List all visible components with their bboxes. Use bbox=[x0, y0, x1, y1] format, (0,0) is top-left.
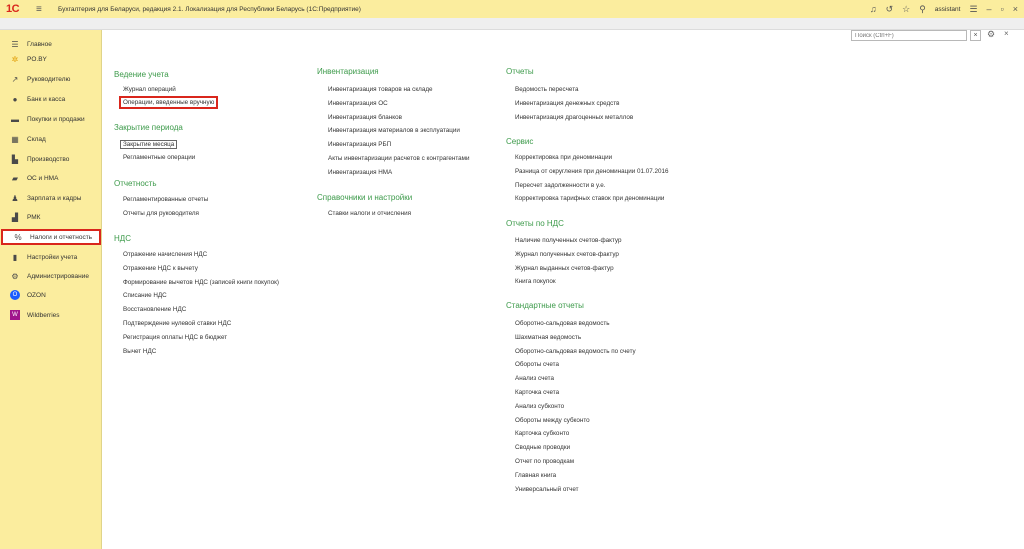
link-reglamentnye-operacii[interactable]: Регламентные операции bbox=[123, 154, 196, 161]
sidebar-item-book[interactable] bbox=[0, 249, 102, 265]
sidebar-item-label: Зарплата и кадры bbox=[27, 194, 82, 202]
close-icon[interactable]: × bbox=[1012, 4, 1018, 14]
link-otchety_nds-2[interactable]: Журнал выданных счетов-фактур bbox=[515, 264, 614, 272]
sidebar-item-label: PO.BY bbox=[27, 55, 47, 63]
sidebar-item-label: Склад bbox=[27, 135, 46, 143]
link-otchety-1[interactable]: Инвентаризация денежных средств bbox=[515, 99, 620, 107]
factory-icon: ▙ bbox=[11, 154, 19, 164]
section-nds-title: НДС bbox=[114, 234, 131, 243]
wildberries-icon: W bbox=[10, 310, 20, 320]
sidebar-item-warehouse[interactable] bbox=[0, 131, 102, 147]
section-inventarizaciya-title: Инвентаризация bbox=[317, 67, 379, 76]
link-inventarizaciya-3[interactable]: Инвентаризация материалов в эксплуатации bbox=[328, 127, 460, 135]
link-otchety-0[interactable]: Ведомость пересчета bbox=[515, 86, 579, 93]
link-nds-5[interactable]: Подтверждение нулевой ставки НДС bbox=[123, 320, 232, 327]
link-standard-5[interactable]: Карточка счета bbox=[515, 389, 560, 396]
link-standard-10[interactable]: Отчет по проводкам bbox=[515, 458, 575, 465]
history-icon[interactable]: ↺ bbox=[885, 4, 894, 14]
link-inventarizaciya-6[interactable]: Инвентаризация НМА bbox=[328, 168, 393, 176]
cart-icon: ▬ bbox=[11, 114, 19, 124]
link-zakrytie-mesyaca[interactable]: Закрытие месяца bbox=[120, 140, 177, 149]
main-menu-icon[interactable]: ≡ bbox=[36, 3, 42, 15]
sidebar-item-ozon[interactable] bbox=[0, 287, 102, 303]
sidebar-item-gear[interactable] bbox=[0, 268, 102, 284]
section-otchetnost-title: Отчетность bbox=[114, 179, 157, 188]
section-servis-title: Сервис bbox=[506, 137, 534, 146]
title-bar-controls bbox=[870, 0, 1018, 18]
link-standard-11[interactable]: Главная книга bbox=[515, 471, 557, 479]
favorites-icon[interactable]: ☆ bbox=[902, 4, 911, 14]
link-inventarizaciya-2[interactable]: Инвентаризация бланков bbox=[328, 113, 402, 121]
link-standard-4[interactable]: Анализ счета bbox=[515, 375, 554, 383]
link-stavki-nalogi[interactable]: Ставки налоги и отчисления bbox=[328, 210, 412, 217]
link-inventarizaciya-0[interactable]: Инвентаризация товаров на складе bbox=[328, 86, 433, 93]
sidebar-item-label: Банк и касса bbox=[27, 95, 66, 103]
truck-icon: ▰ bbox=[11, 173, 19, 183]
link-standard-7[interactable]: Обороты между субконто bbox=[515, 416, 590, 424]
panel-close-icon[interactable]: × bbox=[1004, 29, 1009, 38]
sidebar-item-label: OZON bbox=[27, 291, 46, 299]
sidebar-item-label: Руководителю bbox=[27, 75, 71, 83]
trend-icon: ↗ bbox=[11, 74, 19, 84]
link-standard-3[interactable]: Обороты счета bbox=[515, 361, 559, 369]
section-spravochniki-title: Справочники и настройки bbox=[317, 193, 413, 202]
section-standard-title: Стандартные отчеты bbox=[506, 301, 584, 310]
tab-strip bbox=[0, 18, 1024, 30]
sidebar-item-label: Администрирование bbox=[27, 272, 89, 280]
link-zhurnal-operaciy[interactable]: Журнал операций bbox=[123, 86, 176, 93]
sidebar-item-label: Главное bbox=[27, 40, 52, 48]
link-otchety-dlya-rukovoditelya[interactable]: Отчеты для руководителя bbox=[123, 210, 199, 217]
search-input[interactable] bbox=[851, 30, 967, 41]
link-servis-0[interactable]: Корректировка при деноминации bbox=[515, 154, 613, 161]
window-title: Бухгалтерия для Беларуси, редакция 2.1. Локализация для Республики Беларусь (1С:Предприятие) bbox=[58, 5, 361, 13]
coin-icon: ● bbox=[12, 94, 18, 104]
link-reglamentirovannye-otchety[interactable]: Регламентированные отчеты bbox=[123, 196, 209, 203]
link-standard-12[interactable]: Универсальный отчет bbox=[515, 485, 579, 493]
link-standard-6[interactable]: Анализ субконто bbox=[515, 402, 565, 410]
star-icon: ✲ bbox=[11, 54, 19, 64]
bell-icon[interactable]: ♫ bbox=[869, 4, 877, 14]
link-servis-2[interactable]: Пересчет задолженности в у.е. bbox=[515, 181, 606, 189]
warehouse-icon: ▦ bbox=[11, 134, 19, 144]
sidebar-item-label: ОС и НМА bbox=[27, 174, 59, 182]
sidebar-item-cash-register[interactable] bbox=[0, 209, 102, 225]
link-nds-4[interactable]: Восстановление НДС bbox=[123, 306, 187, 314]
sidebar-item-trend[interactable] bbox=[0, 71, 102, 87]
ozon-icon: O bbox=[10, 290, 20, 300]
user-name[interactable]: assistant bbox=[934, 5, 961, 13]
link-servis-3[interactable]: Корректировка тарифных ставок при деноминации bbox=[515, 195, 665, 203]
sidebar-item-tax[interactable] bbox=[1, 229, 101, 245]
sidebar-item-person[interactable] bbox=[0, 190, 102, 206]
app-logo[interactable]: 1С bbox=[6, 3, 20, 15]
sidebar-item-label: Настройки учета bbox=[27, 253, 78, 261]
sidebar-item-label: Покупки и продажи bbox=[27, 115, 85, 123]
person-icon: ♟ bbox=[11, 193, 19, 203]
menu-icon: ☰ bbox=[11, 39, 19, 49]
link-nds-6[interactable]: Регистрация оплаты НДС в бюджет bbox=[123, 333, 228, 341]
sidebar-item-truck[interactable] bbox=[0, 170, 102, 186]
link-nds-1[interactable]: Отражение НДС к вычету bbox=[123, 264, 198, 272]
link-otchety_nds-0[interactable]: Наличие полученных счетов-фактур bbox=[515, 237, 622, 244]
section-vedenie-title: Ведение учета bbox=[114, 70, 169, 79]
cash-register-icon: ▟ bbox=[11, 212, 19, 222]
section-otchety-nds-title: Отчеты по НДС bbox=[506, 219, 564, 228]
sidebar-item-cart[interactable] bbox=[0, 111, 102, 127]
sidebar-item-menu[interactable] bbox=[0, 36, 102, 52]
link-otchety_nds-1[interactable]: Журнал полученных счетов-фактур bbox=[515, 250, 619, 258]
settings-menu-icon[interactable]: ☰ bbox=[969, 4, 978, 14]
link-operacii-vvedennye-vruchnuyu[interactable]: Операции, введенные вручную bbox=[119, 96, 218, 109]
link-standard-2[interactable]: Оборотно-сальдовая ведомость по счету bbox=[515, 347, 636, 355]
link-nds-7[interactable]: Вычет НДС bbox=[123, 347, 157, 355]
sidebar-item-wildberries[interactable] bbox=[0, 307, 102, 323]
main-panel bbox=[103, 30, 1024, 549]
sidebar bbox=[0, 30, 102, 549]
link-otchety_nds-3[interactable]: Книга покупок bbox=[515, 278, 556, 286]
link-otchety-2[interactable]: Инвентаризация драгоценных металлов bbox=[515, 113, 634, 121]
sidebar-item-label: РМК bbox=[27, 213, 41, 221]
search-clear-button[interactable]: × bbox=[970, 30, 981, 41]
link-nds-2[interactable]: Формирование вычетов НДС (записей книги покупок) bbox=[123, 278, 279, 286]
search-icon[interactable]: ⚲ bbox=[919, 4, 926, 14]
minimize-icon[interactable]: – bbox=[986, 4, 992, 14]
link-standard-8[interactable]: Карточка субконто bbox=[515, 430, 570, 438]
link-nds-3[interactable]: Списание НДС bbox=[123, 292, 167, 300]
title-bar bbox=[0, 0, 1024, 18]
sidebar-item-label: Производство bbox=[27, 155, 70, 163]
link-servis-1[interactable]: Разница от округления при деноминации 01.07.2016 bbox=[515, 167, 669, 175]
link-inventarizaciya-5[interactable]: Акты инвентаризации расчетов с контрагентами bbox=[328, 155, 470, 162]
maximize-icon[interactable]: ▫ bbox=[1000, 4, 1004, 14]
link-inventarizaciya-4[interactable]: Инвентаризация РБП bbox=[328, 141, 392, 149]
link-standard-0[interactable]: Оборотно-сальдовая ведомость bbox=[515, 320, 610, 327]
link-nds-0[interactable]: Отражение начисления НДС bbox=[123, 251, 208, 258]
section-otchety-title: Отчеты bbox=[506, 67, 534, 76]
sidebar-item-coin[interactable] bbox=[0, 91, 102, 107]
tax-icon: % bbox=[14, 232, 22, 242]
panel-settings-icon[interactable]: ⚙ bbox=[987, 29, 996, 39]
link-standard-9[interactable]: Сводные проводки bbox=[515, 444, 571, 452]
sidebar-item-star[interactable] bbox=[0, 51, 102, 67]
link-inventarizaciya-1[interactable]: Инвентаризация ОС bbox=[328, 99, 388, 107]
link-standard-1[interactable]: Шахматная ведомость bbox=[515, 333, 582, 341]
sidebar-item-label: Налоги и отчетность bbox=[30, 233, 93, 241]
book-icon: ▮ bbox=[12, 252, 18, 262]
sidebar-item-label: Wildberries bbox=[27, 311, 60, 319]
sidebar-item-factory[interactable] bbox=[0, 151, 102, 167]
gear-icon: ⚙ bbox=[11, 271, 19, 281]
section-zakrytie-title: Закрытие периода bbox=[114, 123, 183, 132]
